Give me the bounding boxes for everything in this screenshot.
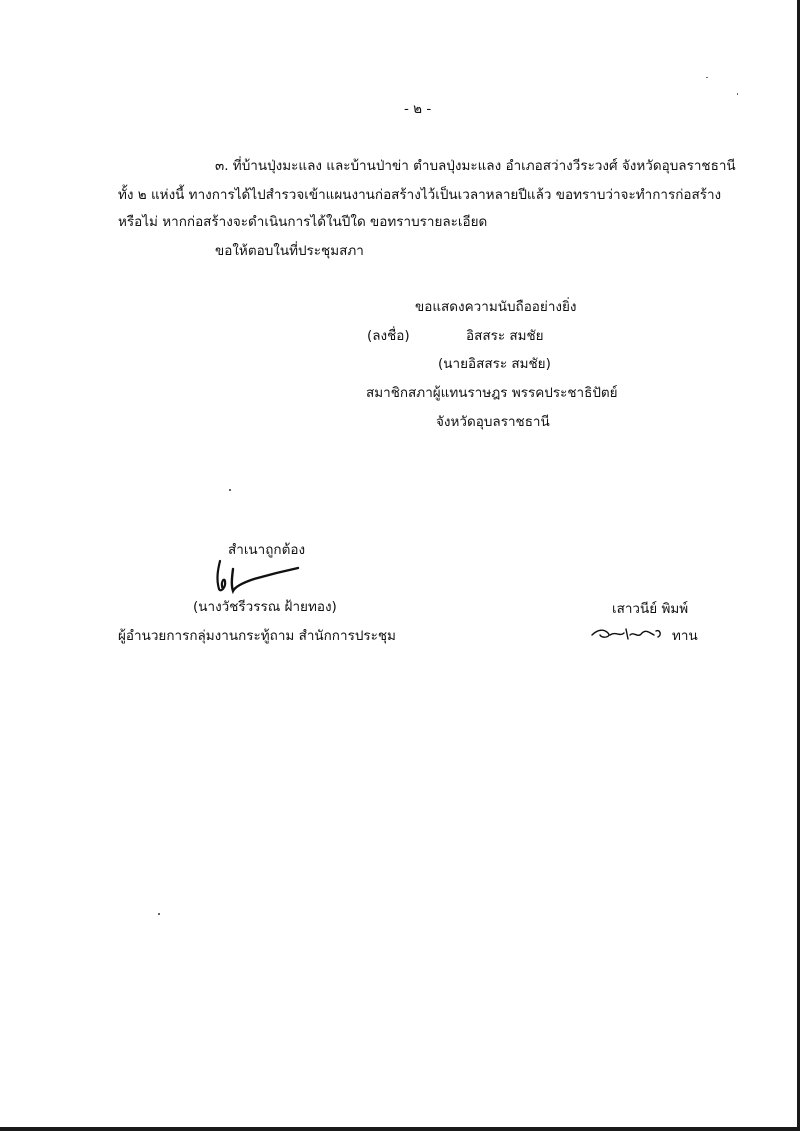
certifier-name: (นางวัชรีวรรณ ฝ้ายทอง) <box>193 599 337 615</box>
scan-border-bottom <box>0 1127 800 1131</box>
signed-name: อิสสระ สมชัย <box>466 328 544 344</box>
item-line-2: ทั้ง ๒ แห่งนี้ ทางการได้ไปสำรวจเข้าแผนงานก่อสร้างไว้เป็นเวลาหลายปีแล้ว ขอทราบว่าจะทำการก่อสร้าง <box>118 187 722 203</box>
scan-speck <box>737 93 738 95</box>
typist-signature <box>590 623 672 645</box>
typist-name: เสาวนีย์ พิมพ์ <box>612 601 689 617</box>
certification-label: สำเนาถูกต้อง <box>228 542 306 558</box>
closing-respect: ขอแสดงความนับถืออย่างยิ่ง <box>415 299 577 315</box>
scan-speck <box>706 77 708 78</box>
item-line-3: หรือไม่ หากก่อสร้างจะดำเนินการได้ในปีใด ขอทราบรายละเอียด <box>118 214 488 230</box>
certifier-title: ผู้อำนวยการกลุ่มงานกระทู้ถาม สำนักการประชุม <box>118 628 396 644</box>
signer-position: สมาชิกสภาผู้แทนราษฎร พรรคประชาธิปัตย์ <box>366 385 618 401</box>
signer-province: จังหวัดอุบลราชธานี <box>436 414 550 430</box>
request-line: ขอให้ตอบในที่ประชุมสภา <box>215 243 364 259</box>
signer-full-name: (นายอิสสระ สมชัย) <box>438 356 551 372</box>
scan-speck <box>229 489 231 491</box>
typist-suffix: ทาน <box>672 628 698 644</box>
item-line-1: ๓. ที่บ้านปุ่งมะแลง และบ้านป่าข่า ตำบลปุ่งมะแลง อำเภอสว่างวีระวงศ์ จังหวัดอุบลราชธานี <box>215 158 736 174</box>
signed-label: (ลงชื่อ) <box>367 328 410 344</box>
page-number: - ๒ - <box>404 101 432 117</box>
scan-speck <box>158 913 160 915</box>
certifier-signature <box>208 557 318 597</box>
